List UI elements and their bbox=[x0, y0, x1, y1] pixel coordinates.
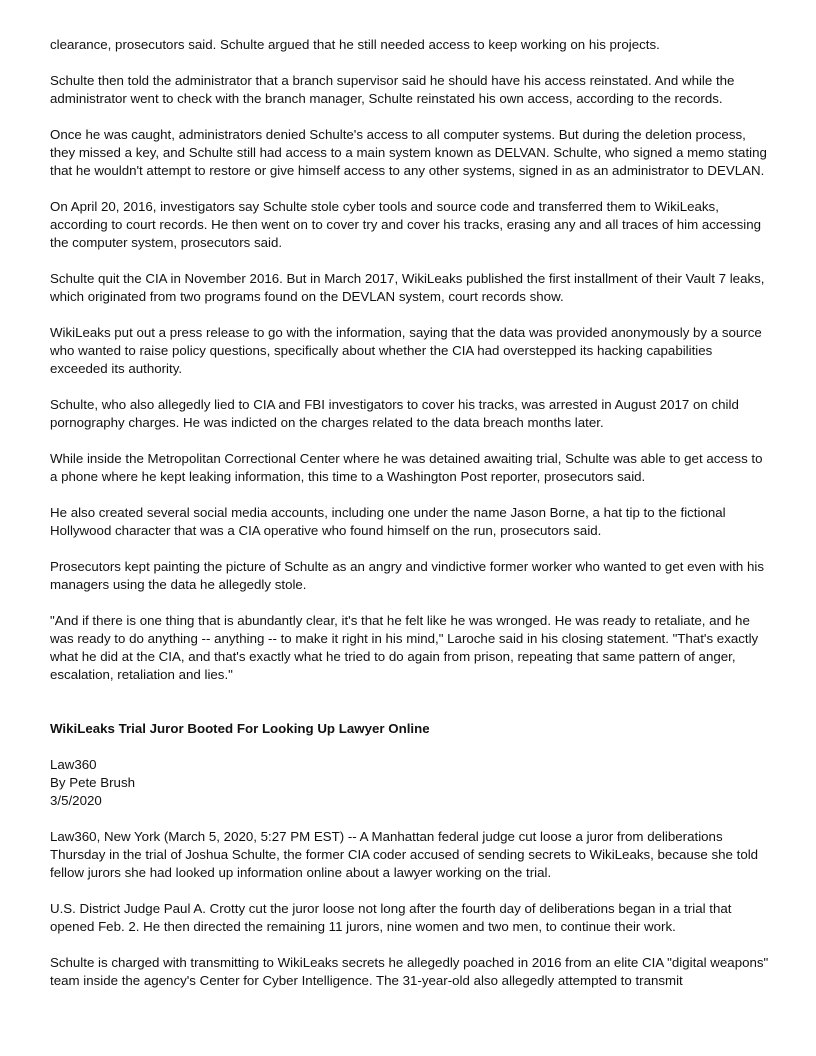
article1-paragraph-8: While inside the Metropolitan Correctional Center where he was detained awaiting trial, Schulte was able to get access to a phone where he kept leaking information, this time to a Washington Post reporter, prosecutors said. bbox=[50, 451, 763, 484]
article2-meta bbox=[50, 756, 772, 810]
article1-paragraph-6: WikiLeaks put out a press release to go with the information, saying that the data was provided anonymously by a source who wanted to raise policy questions, specifically about whether the CIA had overstepped its hacking capabilities exceeded its authority. bbox=[50, 325, 762, 376]
article1-paragraph-5: Schulte quit the CIA in November 2016. But in March 2017, WikiLeaks published the first installment of their Vault 7 leaks, which originated from two programs found on the DEVLAN system, court records show. bbox=[50, 271, 765, 304]
article1-paragraph-2: Schulte then told the administrator that a branch supervisor said he should have his access reinstated. And while the administrator went to check with the branch manager, Schulte reinstated his own access, according to the records. bbox=[50, 73, 735, 106]
article2-paragraph-2: U.S. District Judge Paul A. Crotty cut the juror loose not long after the fourth day of deliberations began in a trial that opened Feb. 2. He then directed the remaining 11 jurors, nine women and two men, to continue their work. bbox=[50, 901, 732, 934]
article1-paragraph-11: "And if there is one thing that is abundantly clear, it's that he felt like he was wronged. He was ready to retaliate, and he was ready to do anything -- anything -- to make it right in his mind," Laroche said in his closing statement. "That's exactly what he did at the CIA, and that's exactly what he tried to do again from prison, repeating that same pattern of anger, escalation, retaliation and lies." bbox=[50, 613, 759, 682]
article2-byline: By Pete Brush bbox=[50, 775, 135, 790]
article2-paragraph-1: Law360, New York (March 5, 2020, 5:27 PM EST) -- A Manhattan federal judge cut loose a juror from deliberations Thursday in the trial of Joshua Schulte, the former CIA coder accused of sending secrets to WikiLeaks, because she told fellow jurors she had looked up information online about a lawyer working on the trial. bbox=[50, 829, 759, 880]
article1-paragraph-9: He also created several social media accounts, including one under the name Jason Borne, a hat tip to the fictional Hollywood character that was a CIA operative who found himself on the run, prosecutors said. bbox=[50, 505, 726, 538]
article1-paragraph-7: Schulte, who also allegedly lied to CIA and FBI investigators to cover his tracks, was arrested in August 2017 on child pornography charges. He was indicted on the charges related to the data breach months later. bbox=[50, 397, 739, 430]
article1-paragraph-3: Once he was caught, administrators denied Schulte's access to all computer systems. But during the deletion process, they missed a key, and Schulte still had access to a main system known as DELVAN. Schulte, who signed a memo stating that he wouldn't attempt to restore or give himself access to any other systems, signed in as an administrator to DEVLAN. bbox=[50, 127, 767, 178]
article2-headline: WikiLeaks Trial Juror Booted For Looking Up Lawyer Online bbox=[50, 721, 430, 736]
article1-paragraph-4: On April 20, 2016, investigators say Schulte stole cyber tools and source code and transferred them to WikiLeaks, according to court records. He then went on to cover try and cover his tracks, erasing any and all traces of him accessing the computer system, prosecutors said. bbox=[50, 199, 761, 250]
article2-source: Law360 bbox=[50, 757, 97, 772]
article2-paragraph-3: Schulte is charged with transmitting to WikiLeaks secrets he allegedly poached in 2016 from an elite CIA "digital weapons" team inside the agency's Center for Cyber Intelligence. The 31-year-old also allegedly attempted to transmit bbox=[50, 955, 769, 988]
article2-date: 3/5/2020 bbox=[50, 793, 102, 808]
document-page bbox=[50, 36, 772, 1008]
article1-paragraph-1: clearance, prosecutors said. Schulte argued that he still needed access to keep working on his projects. bbox=[50, 37, 660, 52]
article1-paragraph-10: Prosecutors kept painting the picture of Schulte as an angry and vindictive former worker who wanted to get even with his managers using the data he allegedly stole. bbox=[50, 559, 764, 592]
section-spacer bbox=[50, 702, 772, 720]
